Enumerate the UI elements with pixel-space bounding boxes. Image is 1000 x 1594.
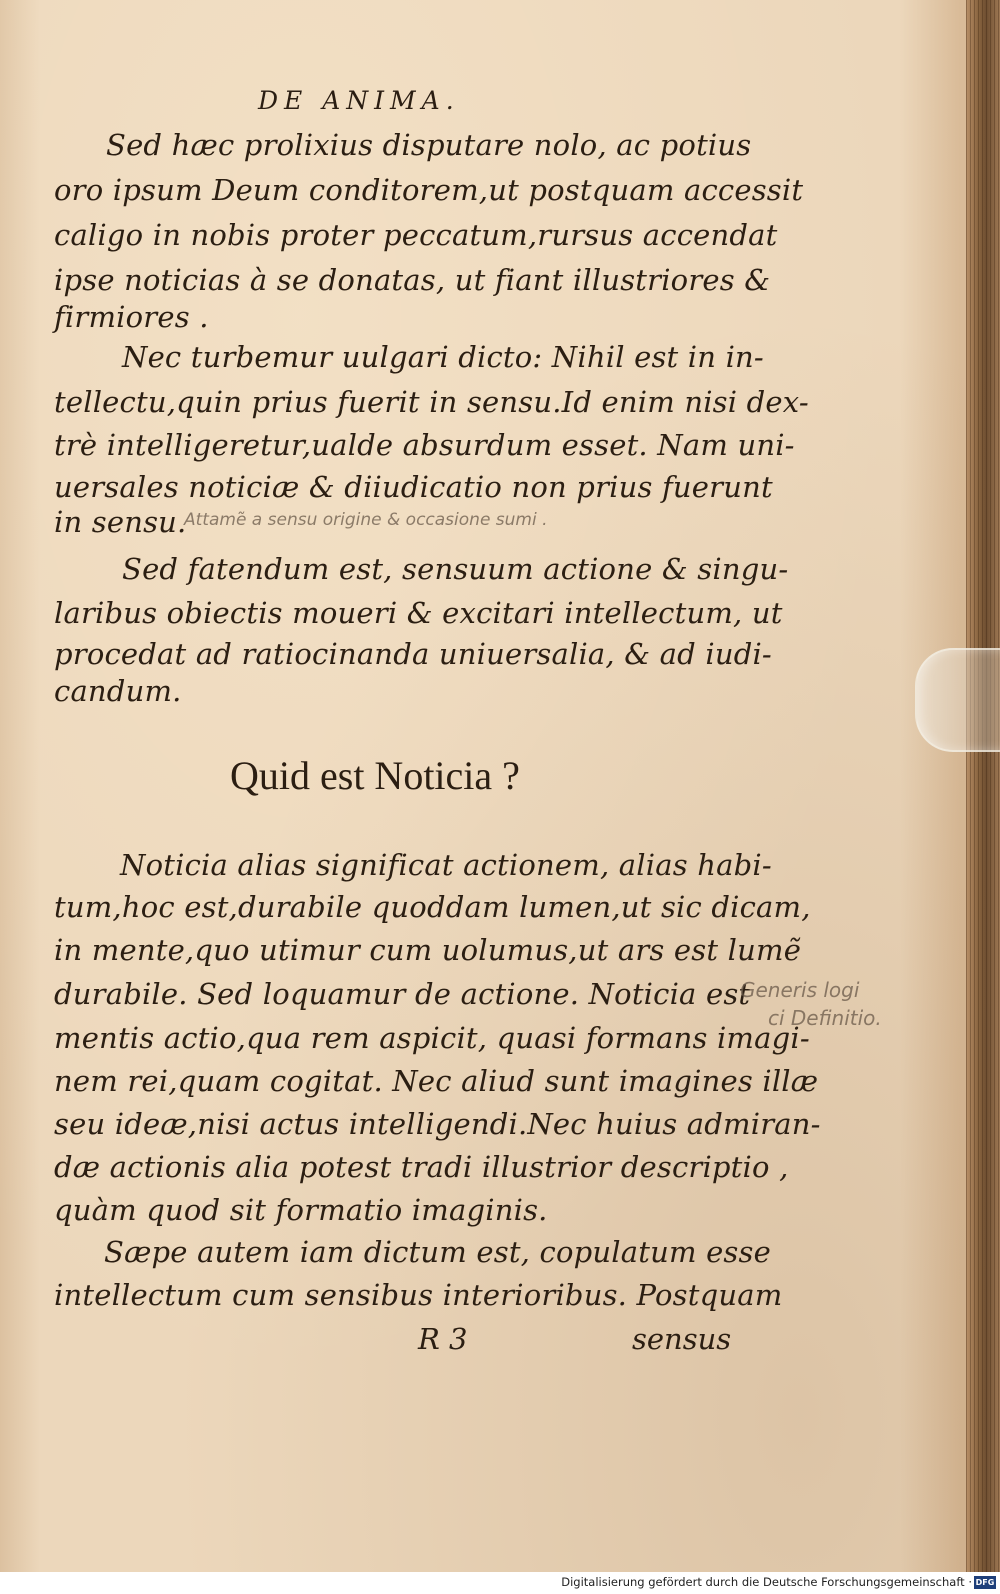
right-marginal-note-line1: Generis logi [740,978,860,1002]
running-head: DE ANIMA. [258,86,460,115]
text-line: mentis actio,qua rem aspicit, quasi formans imagi- [54,1021,810,1055]
text-line: Noticia alias significat actionem, alias habi- [120,848,772,882]
text-line: laribus obiectis moueri & excitari intellectum, ut [54,596,783,630]
page-clip [915,648,1000,752]
inline-marginal-note: Attamẽ a sensu origine & occasione sumi . [184,510,548,530]
dfg-logo-icon: DFG [975,1578,995,1587]
text-line: ipse noticias à se donatas, ut fiant illustriores & [54,263,771,297]
text-line: Nec turbemur uulgari dicto: Nihil est in in- [122,340,764,374]
text-line: procedat ad ratiocinanda uniuersalia, & ad iudi- [54,637,772,671]
text-line: caligo in nobis proter peccatum,rursus accendat [54,218,778,252]
text-line: tellectu,quin prius fuerit in sensu.Id enim nisi dex- [54,385,809,419]
right-marginal-note-line2: ci Definitio. [768,1006,882,1030]
text-line: quàm quod sit formatio imaginis. [54,1193,548,1227]
text-line: in mente,quo utimur cum uolumus,ut ars est lumẽ [54,933,802,967]
text-line: oro ipsum Deum conditorem,ut postquam accessit [54,173,804,207]
text-line: trè intelligeretur,ualde absurdum esset. Nam uni- [54,428,795,462]
text-line: seu ideæ,nisi actus intelligendi.Nec huius admiran- [54,1107,821,1141]
footer-bar [0,1572,1000,1594]
text-line: tum,hoc est,durabile quoddam lumen,ut sic dicam, [54,890,811,924]
text-line: dæ actionis alia potest tradi illustrior descriptio , [54,1150,789,1184]
text-line: nem rei,quam cogitat. Nec aliud sunt imagines illæ [54,1064,819,1098]
text-line: intellectum cum sensibus interioribus. Postquam [54,1278,783,1312]
text-line: Sed fatendum est, sensuum actione & singu- [122,552,789,586]
text-line: Sæpe autem iam dictum est, copulatum esse [104,1235,771,1269]
text-line: durabile. Sed loquamur de actione. Noticia est [54,977,751,1011]
text-line: uersales noticiæ & diiudicatio non prius fuerunt [54,470,773,504]
text-line: candum. [54,674,182,708]
footer-credit: Digitalisierung gefördert durch die Deutsche Forschungsgemeinschaft · [561,1575,972,1589]
section-heading: Quid est Noticia ? [230,753,520,798]
text-line: firmiores . [54,300,209,334]
page-edge [966,0,1000,1572]
catchword: sensus [632,1322,732,1356]
signature-mark: R 3 [418,1322,468,1356]
text-line: Sed hæc prolixius disputare nolo, ac potius [106,128,752,162]
text-line: in sensu. [54,505,187,539]
